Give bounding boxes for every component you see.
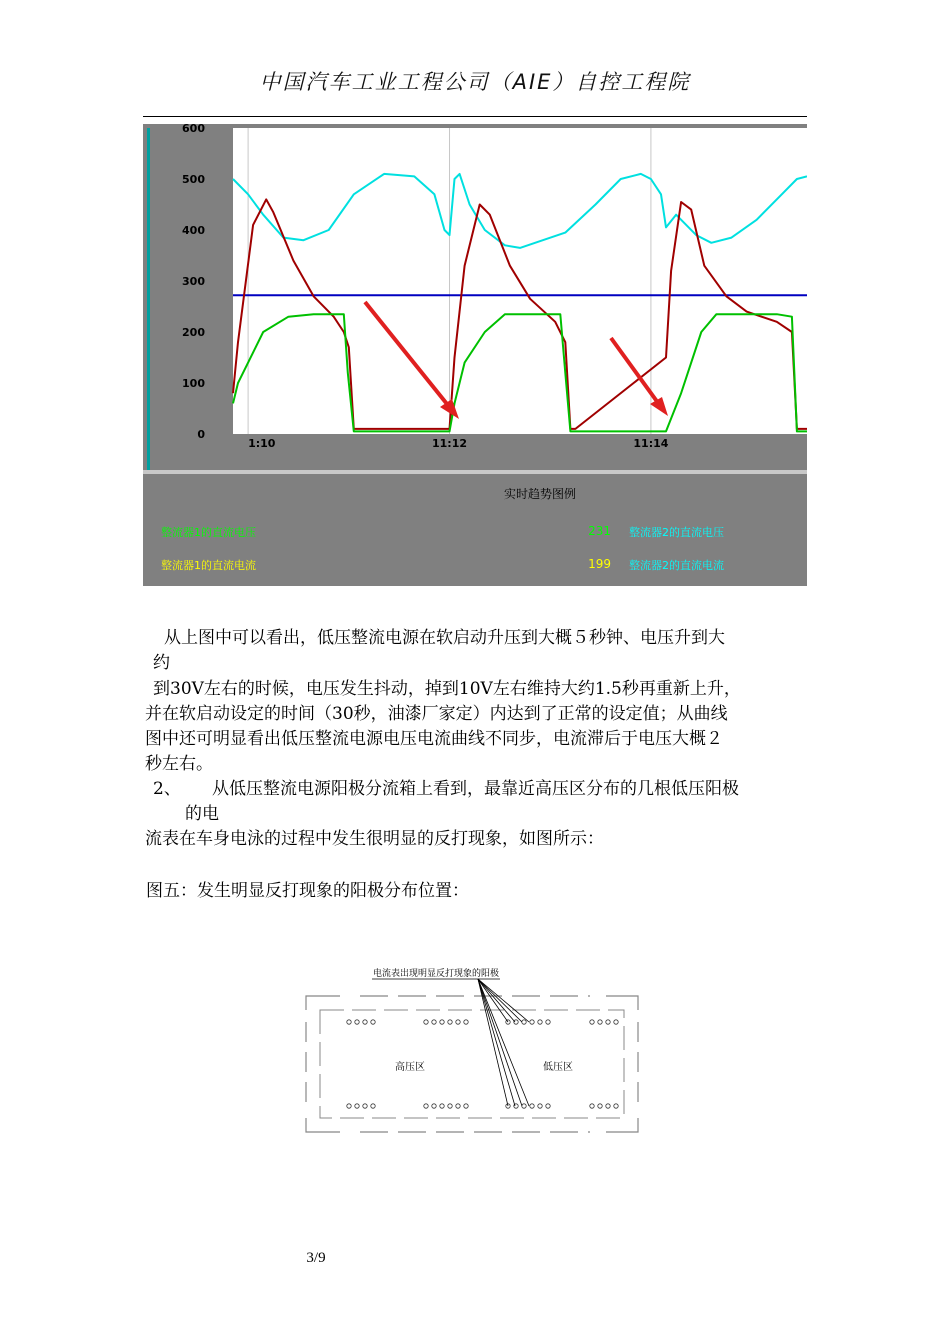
anode-circle xyxy=(614,1104,618,1108)
anode-circle xyxy=(347,1020,351,1024)
anode-circle xyxy=(432,1104,436,1108)
anode-circle xyxy=(530,1104,534,1108)
legend-value: 199 xyxy=(588,557,611,571)
anode-circle xyxy=(538,1104,542,1108)
anode-circle xyxy=(363,1020,367,1024)
y-tick-label: 300 xyxy=(182,275,205,288)
anode-circles xyxy=(347,1020,618,1108)
legend-label: 整流器1的直流电流 xyxy=(161,559,256,572)
para2-line2: 的电 xyxy=(185,804,219,824)
para1-line1: 从上图中可以看出，低压整流电源在软启动升压到大概５秒钟、电压升到大 xyxy=(164,628,725,648)
trend-chart-panel xyxy=(143,124,807,586)
outer-frame xyxy=(306,996,638,1132)
anode-circle xyxy=(522,1104,526,1108)
para2-line3: 流表在车身电泳的过程中发生很明显的反打现象，如图所示： xyxy=(145,829,604,849)
anode-circle xyxy=(530,1020,534,1024)
anode-circle xyxy=(371,1020,375,1024)
trend-chart xyxy=(143,124,807,586)
legend-value: 231 xyxy=(588,524,611,538)
para1-line5: 图中还可明显看出低压整流电源电压电流曲线不同步，电流滞后于电压大概２ xyxy=(145,729,723,749)
page-header-title: 中国汽车工业工程公司（AIE）自控工程院 xyxy=(259,70,691,94)
anode-circle xyxy=(371,1104,375,1108)
para1-line3: 到30V左右的时候，电压发生抖动，掉到10V左右维持大约1.5秒再重新上升， xyxy=(153,679,741,699)
anode-circle xyxy=(606,1104,610,1108)
left-border-strip xyxy=(147,128,150,470)
anode-circle xyxy=(590,1020,594,1024)
para1-line4: 并在软启动设定的时间（30秒，油漆厂家定）内达到了正常的设定值；从曲线 xyxy=(145,704,728,724)
anode-circle xyxy=(424,1020,428,1024)
anode-circle xyxy=(456,1020,460,1024)
anode-circle xyxy=(546,1020,550,1024)
inner-frame xyxy=(320,1010,624,1118)
figure-caption: 图五：发生明显反打现象的阳极分布位置： xyxy=(146,881,469,901)
x-tick-label: 11:12 xyxy=(432,437,468,450)
anode-circle xyxy=(546,1104,550,1108)
x-axis-strip xyxy=(233,434,807,470)
callout-label: 电流表出现明显反打现象的阳极 xyxy=(372,969,500,979)
anode-circle xyxy=(355,1020,359,1024)
anode-circle xyxy=(363,1104,367,1108)
anode-circle xyxy=(440,1104,444,1108)
anode-circle xyxy=(606,1020,610,1024)
anode-circle xyxy=(347,1104,351,1108)
callout-lines xyxy=(478,979,529,1106)
y-tick-label: 500 xyxy=(182,173,205,186)
x-tick-label: 1:10 xyxy=(248,437,276,450)
y-tick-label: 600 xyxy=(182,124,205,135)
y-tick-label: 400 xyxy=(182,224,205,237)
legend-label: 整流器1的直流电压 xyxy=(161,526,256,539)
anode-circle xyxy=(424,1104,428,1108)
anode-circle xyxy=(590,1104,594,1108)
x-tick-label: 11:14 xyxy=(633,437,669,450)
anode-circle xyxy=(440,1020,444,1024)
page-number: 3/9 xyxy=(306,1250,326,1266)
y-tick-label: 0 xyxy=(197,428,205,441)
anode-circle xyxy=(464,1020,468,1024)
y-tick-label: 200 xyxy=(182,326,205,339)
anode-circle xyxy=(598,1020,602,1024)
y-tick-label: 100 xyxy=(182,377,205,390)
anode-circle xyxy=(355,1104,359,1108)
anode-circle xyxy=(448,1020,452,1024)
para2-number: 2、 xyxy=(153,779,181,799)
legend-title: 实时趋势图例 xyxy=(503,487,577,501)
legend-separator xyxy=(143,470,807,474)
legend-label: 整流器2的直流电流 xyxy=(629,559,724,572)
para1-line2: 约 xyxy=(153,653,170,673)
anode-diagram xyxy=(300,960,645,1140)
legend-label: 整流器2的直流电压 xyxy=(629,526,724,539)
para1-line6: 秒左右。 xyxy=(145,754,213,774)
anode-circle xyxy=(598,1104,602,1108)
para2-line1: 从低压整流电源阳极分流箱上看到，最靠近高压区分布的几根低压阳极 xyxy=(212,779,739,799)
anode-circle xyxy=(522,1020,526,1024)
anode-circle xyxy=(538,1020,542,1024)
anode-circle xyxy=(514,1020,518,1024)
anode-circle xyxy=(456,1104,460,1108)
header-divider xyxy=(143,116,807,117)
anode-circle xyxy=(464,1104,468,1108)
zone-low-label: 低压区 xyxy=(543,1062,573,1073)
anode-circle xyxy=(614,1020,618,1024)
anode-circle xyxy=(432,1020,436,1024)
anode-circle xyxy=(448,1104,452,1108)
zone-high-label: 高压区 xyxy=(395,1062,425,1073)
